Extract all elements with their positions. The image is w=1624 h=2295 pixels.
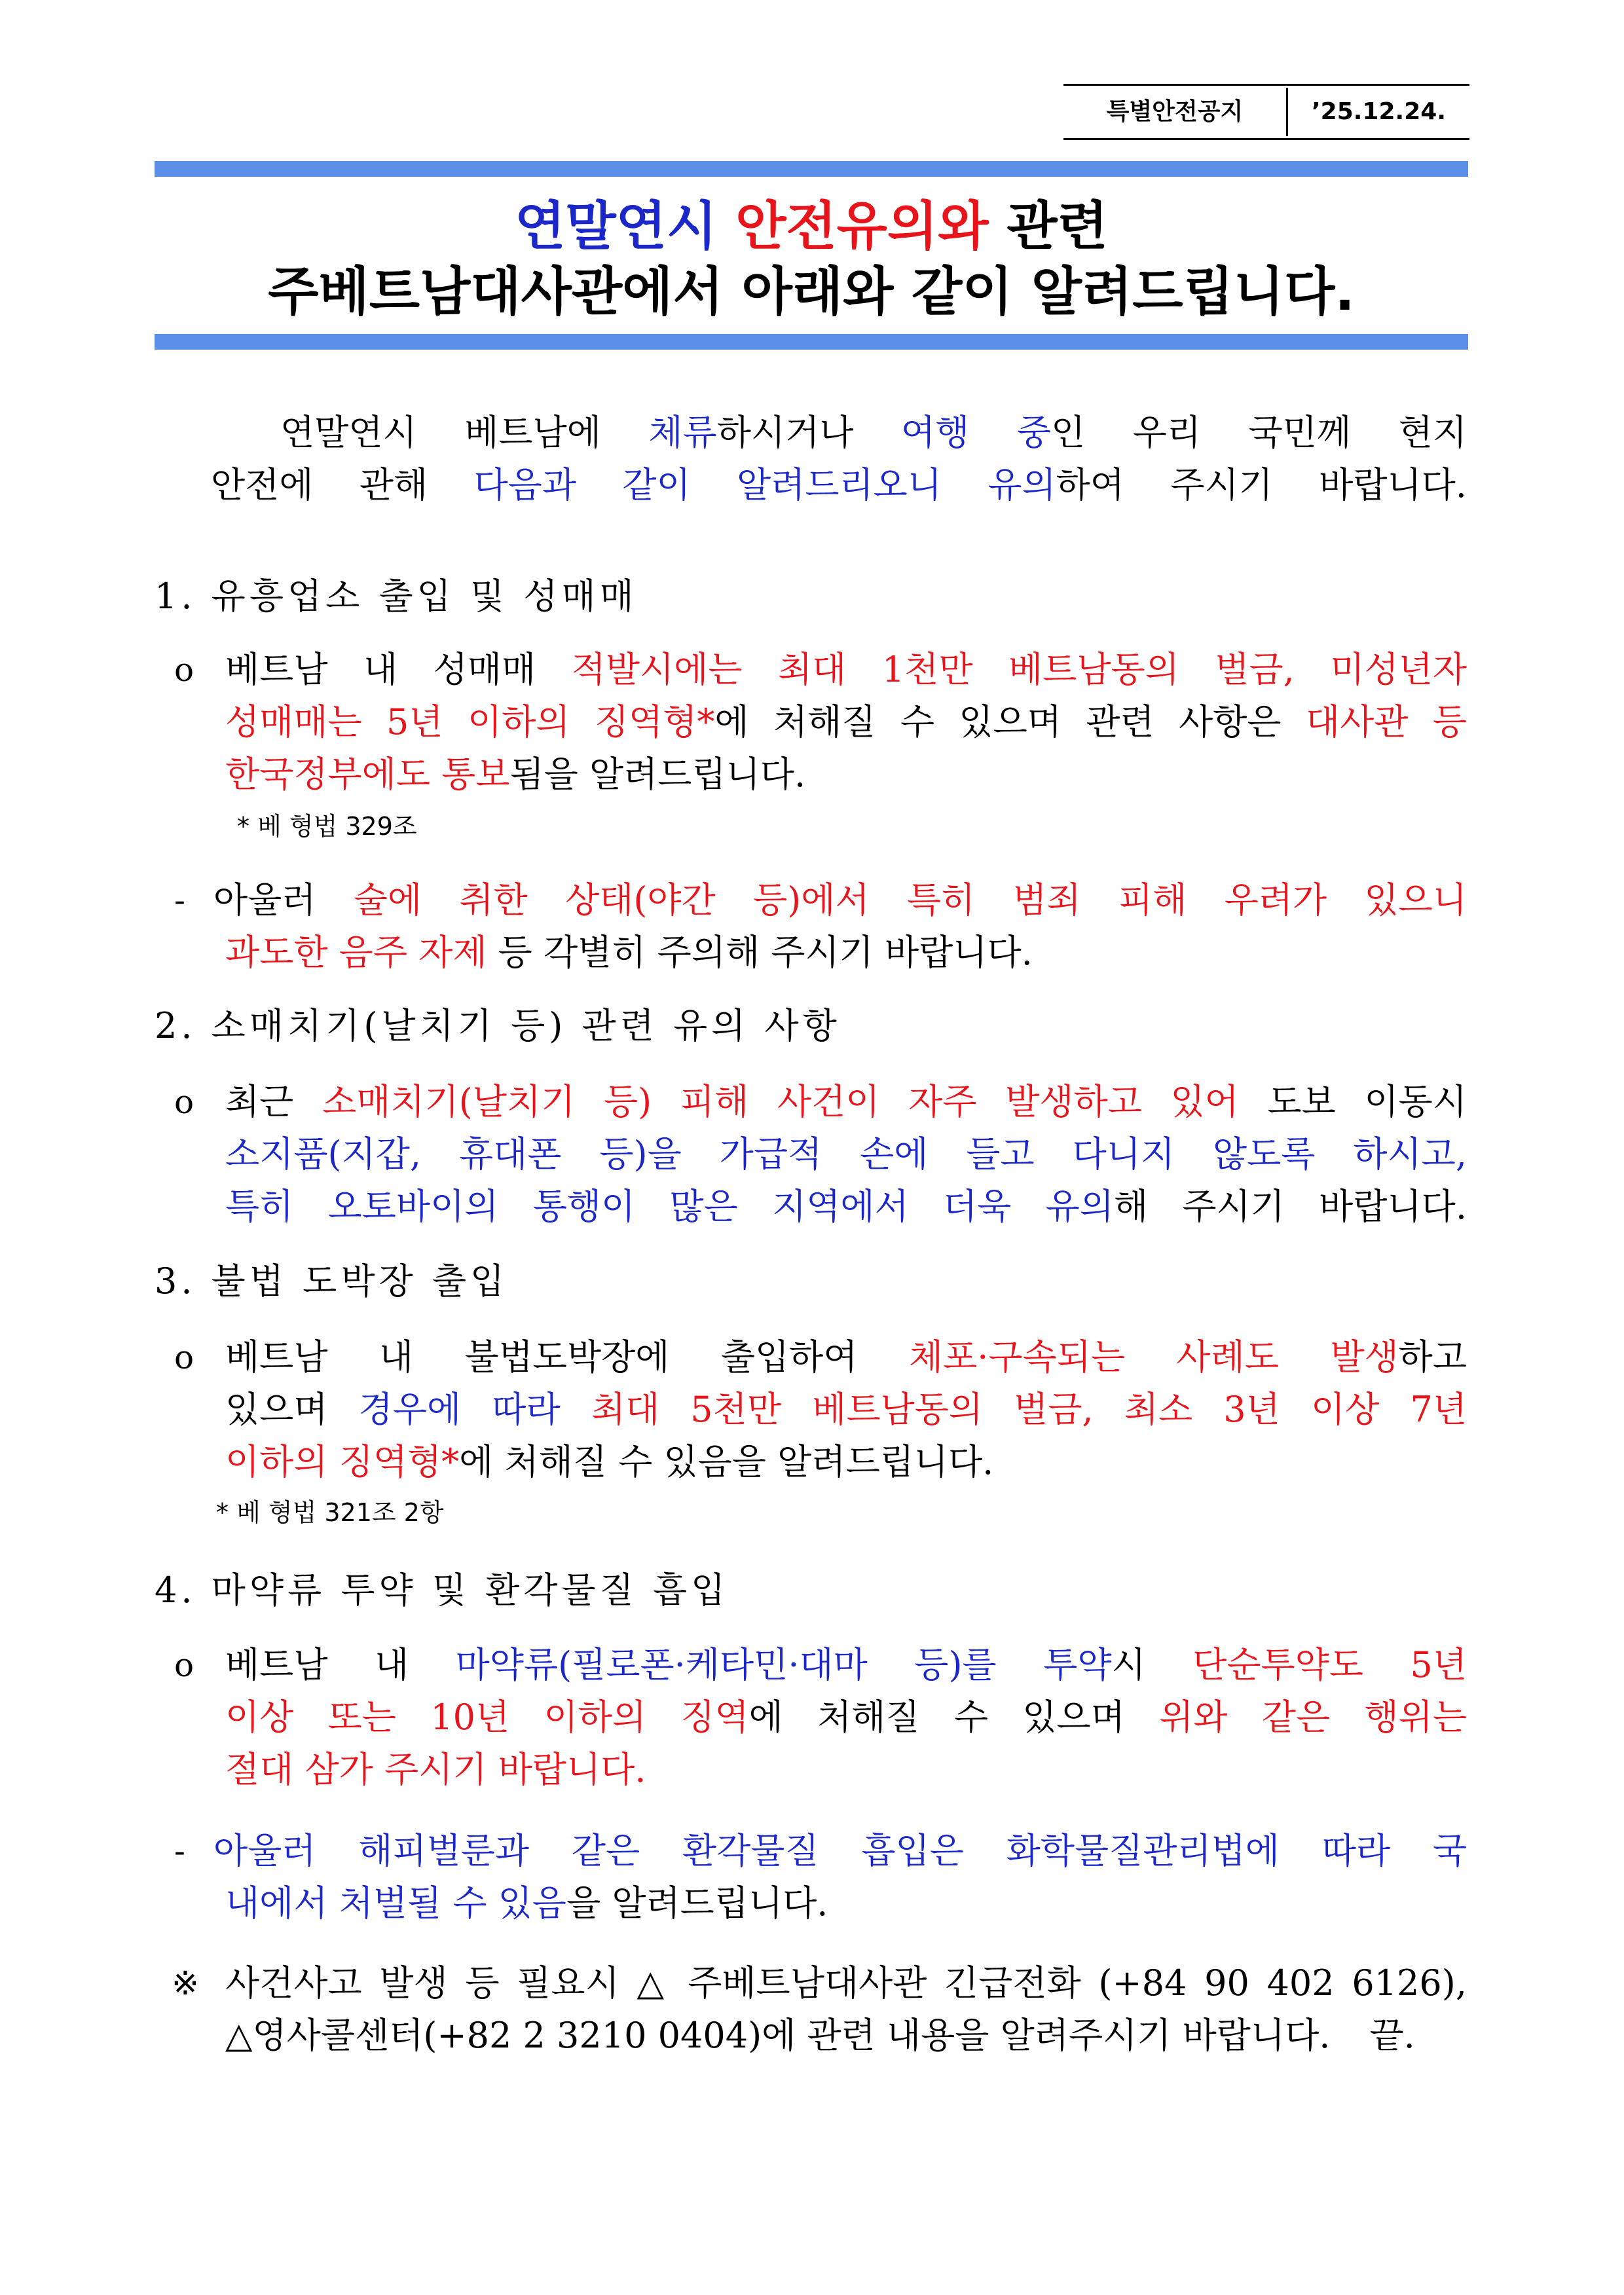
s2-line1: 최근 소매치기(날치기 등) 피해 사건이 자주 발생하고 있어 도보 이동시: [225, 1081, 1467, 1122]
s1-p1-line2: 성매매는 5년 이하의 징역형*에 처해질 수 있으며 관련 사항은 대사관 등: [225, 701, 1467, 743]
s1-dash: -: [174, 881, 185, 919]
s4-bullet: o: [174, 1646, 194, 1684]
s1-footnote: * 베 형법 329조: [237, 812, 417, 841]
intro-line1: 연말연시 베트남에 체류하시거나 여행 중인 우리 국민께 현지: [280, 412, 1467, 453]
s1-bullet: o: [174, 651, 194, 689]
s2-line2: 소지품(지갑, 휴대폰 등)을 가급적 손에 들고 다니지 않도록 하시고,: [225, 1133, 1467, 1175]
title-part1: 연말연시: [515, 196, 718, 257]
footer-line1: 사건사고 발생 등 필요시 △ 주베트남대사관 긴급전화 (+84 90 402 6126),: [225, 1962, 1467, 2004]
notice-date: ’25.12.24.: [1312, 98, 1446, 125]
end-mark: 끝.: [1369, 2015, 1415, 2056]
section-4-heading: 4. 마약류 투약 및 환각물질 흡입: [155, 1570, 729, 1611]
title-bar-top: [155, 161, 1468, 177]
s3-line1: 베트남 내 불법도박장에 출입하여 체포·구속되는 사례도 발생하고: [225, 1336, 1467, 1378]
title-part2: 안전유의와: [735, 196, 989, 257]
s1-p2-line2: 과도한 음주 자제 등 각별히 주의해 주시기 바랍니다.: [225, 932, 1033, 973]
s3-line2: 있으며 경우에 따라 최대 5천만 베트남동의 벌금, 최소 3년 이상 7년: [225, 1389, 1467, 1430]
s1-p1-line3: 한국정부에도 통보됨을 알려드립니다.: [225, 754, 806, 795]
title-bar-bottom: [155, 334, 1468, 350]
section-1-heading: 1. 유흥업소 출입 및 성매매: [155, 576, 638, 617]
page-title-line2: 주베트남대사관에서 아래와 같이 알려드립니다.: [268, 261, 1355, 322]
title-part3: 관련: [1006, 196, 1108, 257]
s1-p2-line1: 아울러 술에 취한 상태(야간 등)에서 특히 범죄 피해 우려가 있으니: [213, 879, 1467, 921]
notice-header: [1063, 84, 1469, 140]
footer-line2: △영사콜센터(+82 2 3210 0404)에 관련 내용을 알려주시기 바랍니다. 끝.: [225, 2015, 1415, 2056]
reference-mark: ※: [172, 1964, 199, 2002]
section-3-heading: 3. 불법 도박장 출입: [155, 1260, 509, 1302]
s4-p1-line1: 베트남 내 마약류(필로폰·케타민·대마 등)를 투약시 단순투약도 5년: [225, 1644, 1467, 1685]
s2-bullet: o: [174, 1083, 194, 1121]
s4-p1-line3: 절대 삼가 주시기 바랍니다.: [225, 1749, 646, 1790]
intro-line2: 안전에 관해 다음과 같이 알려드리오니 유의하여 주시기 바랍니다.: [211, 464, 1467, 505]
s3-bullet: o: [174, 1338, 194, 1376]
s4-p1-line2: 이상 또는 10년 이하의 징역에 처해질 수 있으며 위와 같은 행위는: [225, 1697, 1467, 1738]
s4-p2-line1: 아울러 해피벌룬과 같은 환각물질 흡입은 화학물질관리법에 따라 국: [213, 1830, 1467, 1871]
notice-label: 특별안전공지: [1063, 88, 1288, 136]
s4-p2-line2: 내에서 처벌될 수 있음을 알려드립니다.: [225, 1882, 828, 1924]
s4-dash: -: [174, 1832, 185, 1870]
s2-line3: 특히 오토바이의 통행이 많은 지역에서 더욱 유의해 주시기 바랍니다.: [225, 1186, 1467, 1227]
s3-footnote: * 베 형법 321조 2항: [216, 1498, 444, 1527]
page-title-line1: [155, 194, 1468, 259]
section-2-heading: 2. 소매치기(날치기 등) 관련 유의 사항: [155, 1005, 841, 1046]
s1-p1-line1: 베트남 내 성매매 적발시에는 최대 1천만 베트남동의 벌금, 미성년자: [225, 649, 1467, 690]
s3-line3: 이하의 징역형*에 처해질 수 있음을 알려드립니다.: [225, 1441, 994, 1482]
